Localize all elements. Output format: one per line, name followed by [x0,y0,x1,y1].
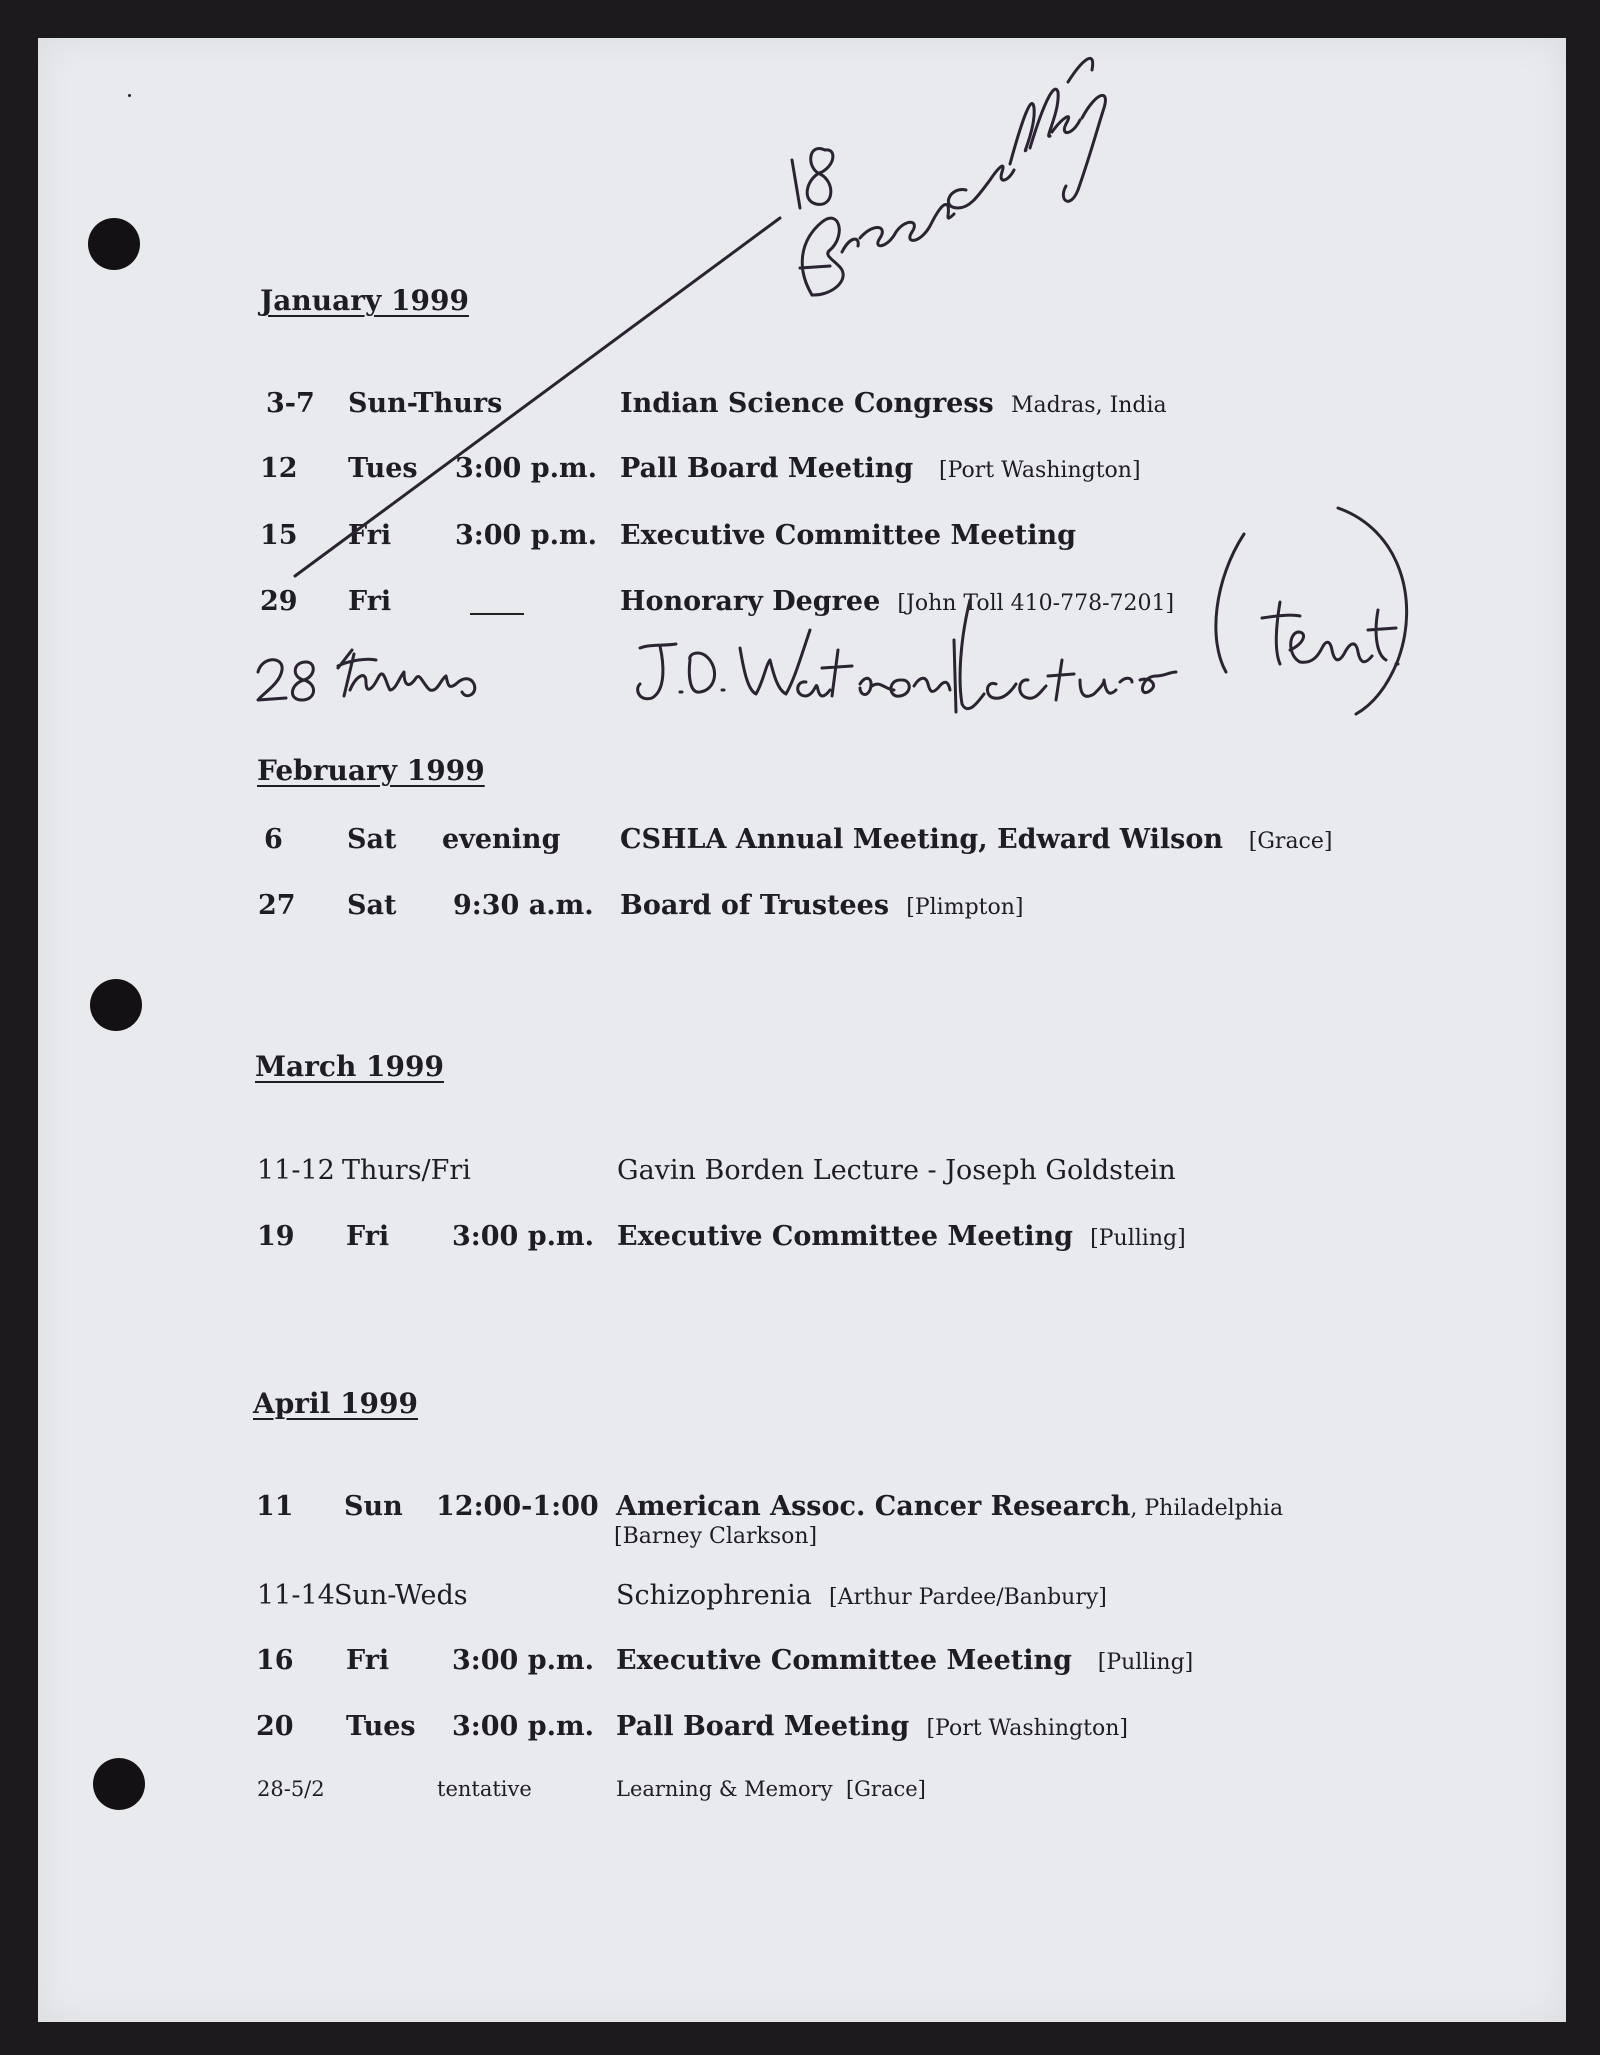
row-day: 11-12 [257,1155,335,1186]
row-day: 12 [260,453,298,484]
row-time: 3:00 p.m. [455,453,597,484]
row-weekday: Fri [348,520,392,551]
row-day: 6 [264,824,283,855]
row-event: Learning & Memory [Grace] [616,1777,926,1801]
row-day: 29 [260,586,298,617]
row-event: Schizophrenia [Arthur Pardee/Banbury] [616,1580,1107,1611]
row-event: Indian Science Congress Madras, India [620,388,1167,419]
row-event: Gavin Borden Lecture - Joseph Goldstein [617,1155,1176,1186]
hand-jd [638,644,724,699]
row-day: 27 [258,890,296,921]
hand-28 [258,660,286,700]
month-heading: February 1999 [257,754,485,787]
row-event: Board of Trustees [Plimpton] [620,890,1024,921]
row-event: Executive Committee Meeting [Pulling] [617,1221,1186,1252]
row-time: 9:30 a.m. [453,890,594,921]
hand-thurs [338,650,475,696]
row-day: 20 [256,1711,294,1742]
row-event: Honorary Degree [John Toll 410-778-7201] [620,586,1175,617]
row-day: 11 [256,1491,294,1522]
row-event: American Assoc. Cancer Research, Philadelphia [616,1491,1284,1522]
row-time: 3:00 p.m. [452,1645,594,1676]
row-event: Executive Committee Meeting [Pulling] [616,1645,1194,1676]
row-event: Pall Board Meeting [Port Washington] [620,453,1141,484]
row-day: 28-5/2 [257,1777,325,1801]
row-weekday: Sat [347,824,397,855]
hand-18 [792,160,800,208]
row-day: 19 [257,1221,295,1252]
row-event: Pall Board Meeting [Port Washington] [616,1711,1128,1742]
month-heading: April 1999 [253,1387,419,1420]
row-weekday: Sun [344,1491,403,1522]
row-time: tentative [437,1777,532,1801]
row-time: 3:00 p.m. [452,1711,594,1742]
row-time: 3:00 p.m. [455,520,597,551]
hand-tent [1262,602,1398,664]
hand-watson [740,630,950,696]
row-weekday: Sat [347,890,397,921]
row-weekday: Fri [346,1221,390,1252]
hand-green-college [800,58,1105,295]
month-heading: March 1999 [255,1050,444,1083]
month-heading: January 1999 [260,284,469,317]
hand-18 [807,148,833,204]
hand-28 [292,662,313,700]
row-day: 16 [256,1645,294,1676]
row-time: evening [442,824,561,855]
row-weekday: Tues [348,453,418,484]
strike-line [295,218,780,576]
hand-lecture [954,600,1176,712]
row-day: 15 [260,520,298,551]
row-note: [Barney Clarkson] [614,1524,818,1549]
hand-paren-left [1216,534,1244,672]
row-day: 3-7 [266,388,315,419]
row-time: 3:00 p.m. [452,1221,594,1252]
row-weekday: Fri [346,1645,390,1676]
row-event: CSHLA Annual Meeting, Edward Wilson [Grace] [620,824,1333,855]
row-time: 12:00-1:00 [436,1491,599,1522]
row-weekday: Sun-Thurs [348,388,503,419]
row-weekday: Sun-Weds [334,1580,468,1611]
row-weekday: Tues [346,1711,416,1742]
row-weekday: Thurs/Fri [342,1155,471,1186]
row-day: 11-14 [257,1580,335,1611]
row-event: Executive Committee Meeting [620,520,1076,551]
row-weekday: Fri [348,586,392,617]
hand-paren-right [1338,508,1407,714]
